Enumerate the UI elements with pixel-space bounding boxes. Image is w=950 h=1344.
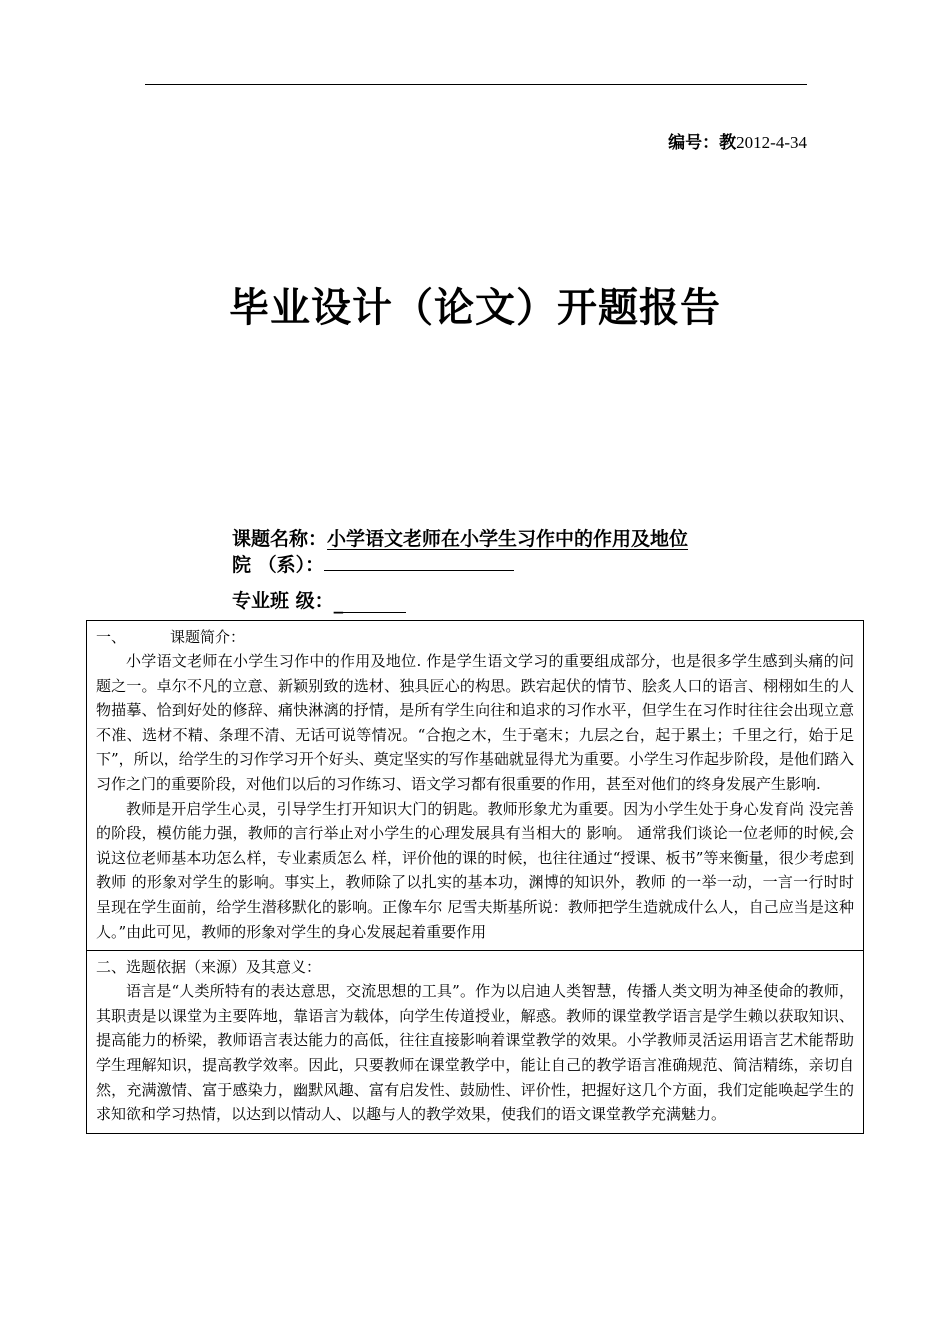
paragraph: 小学语文老师在小学生习作中的作用及地位. 作是学生语文学习的重要组成部分，也是很多学生感到头痛的问题之一。卓尔不凡的立意、新颖别致的选材、独具匠心的构思。跌宕起伏的情节、脍炙人口的语言、栩栩如生的人物描摹、恰到好处的修辞、痛快淋漓的抒情，是所有学生向往和追求的习作水平，但学生在习作时往往会出现立意不准、选材不精、条理不清、无话可说等情况。“合抱之木，生于毫末；九层之台，起于累土；千里之行，始于足下”，所以，给学生的习作学习开个好头、奠定坚实的写作基础就显得尤为重要。小学生习作起步阶段，是他们踏入习作之门的重要阶段，对他们以后的习作练习、语文学习都有很重要的作用，甚至对他们的终身发展产生影响. (96, 652, 854, 793)
section-heading (96, 625, 854, 649)
section-title: 课题简介： (170, 628, 246, 646)
paragraph: 教师是开启学生心灵，引导学生打开知识大门的钥匙。教师形象尤为重要。因为小学生处于身心发育尚 没完善的阶段，模仿能力强，教师的言行举止对小学生的心理发展具有当相大的 影响。 通常我们谈论一位老师的时候,会说这位老师基本功怎么样，专业素质怎么 样，评价他的课的时候，也往往通过“授课、板书”等来衡量，很少考虑到教师 的形象对学生的影响。事实上，教师除了以扎实的基本功，渊博的知识外，教师 的一举一动，一言一行时时呈现在学生面前，给学生潜移默化的影响。正像车尔 尼雪夫斯基所说：教师把学生造就成什么人，自己应当是这种人。”由此可见，教师的形象对学生的身心发展起着重要作用 (96, 799, 854, 941)
class-label: 专业班 级： (232, 590, 334, 612)
topic-value: 小学语文老师在小学生习作中的作用及地位 (327, 528, 689, 550)
document-number (668, 128, 807, 153)
topic-row (232, 524, 688, 551)
report-table (86, 620, 864, 1134)
section-heading (96, 955, 854, 979)
department-label: 院 （系）： (232, 554, 325, 576)
class-row (232, 586, 406, 613)
class-value: _ (333, 592, 344, 614)
header-rule (145, 84, 807, 85)
department-blank (324, 556, 514, 571)
section-title: 二、选题依据（来源）及其意义： (96, 958, 322, 977)
section-intro (87, 621, 863, 951)
document-number-value: 2012-4-34 (736, 133, 807, 152)
section-basis (87, 951, 863, 1133)
department-row (232, 550, 514, 577)
document-number-label: 编号：教 (668, 133, 737, 153)
class-blank (334, 592, 406, 613)
paragraph: 语言是“人类所特有的表达意思，交流思想的工具”。作为以启迪人类智慧，传播人类文明为神圣使命的教师，其职责是以课堂为主要阵地，靠语言为载体，向学生传道授业，解惑。教师的课堂教学语言是学生赖以获取知识、提高能力的桥梁，教师语言表达能力的高低，往往直接影响着课堂教学的效果。小学教师灵活运用语言艺术能帮助学生理解知识，提高教学效率。因此，只要教师在课堂教学中，能让自己的教学语言准确规范、简洁精练，亲切自然，充满激情、富于感染力，幽默风趣、富有启发性、鼓励性、评价性，把握好这几个方面，我们定能唤起学生的求知欲和学习热情，以达到以情动人、以趣与人的教学效果，使我们的语文课堂教学充满魅力。 (96, 982, 854, 1124)
section-number: 一、 (96, 628, 127, 646)
topic-label: 课题名称： (232, 528, 328, 550)
page-title: 毕业设计（论文）开题报告 (229, 285, 721, 331)
